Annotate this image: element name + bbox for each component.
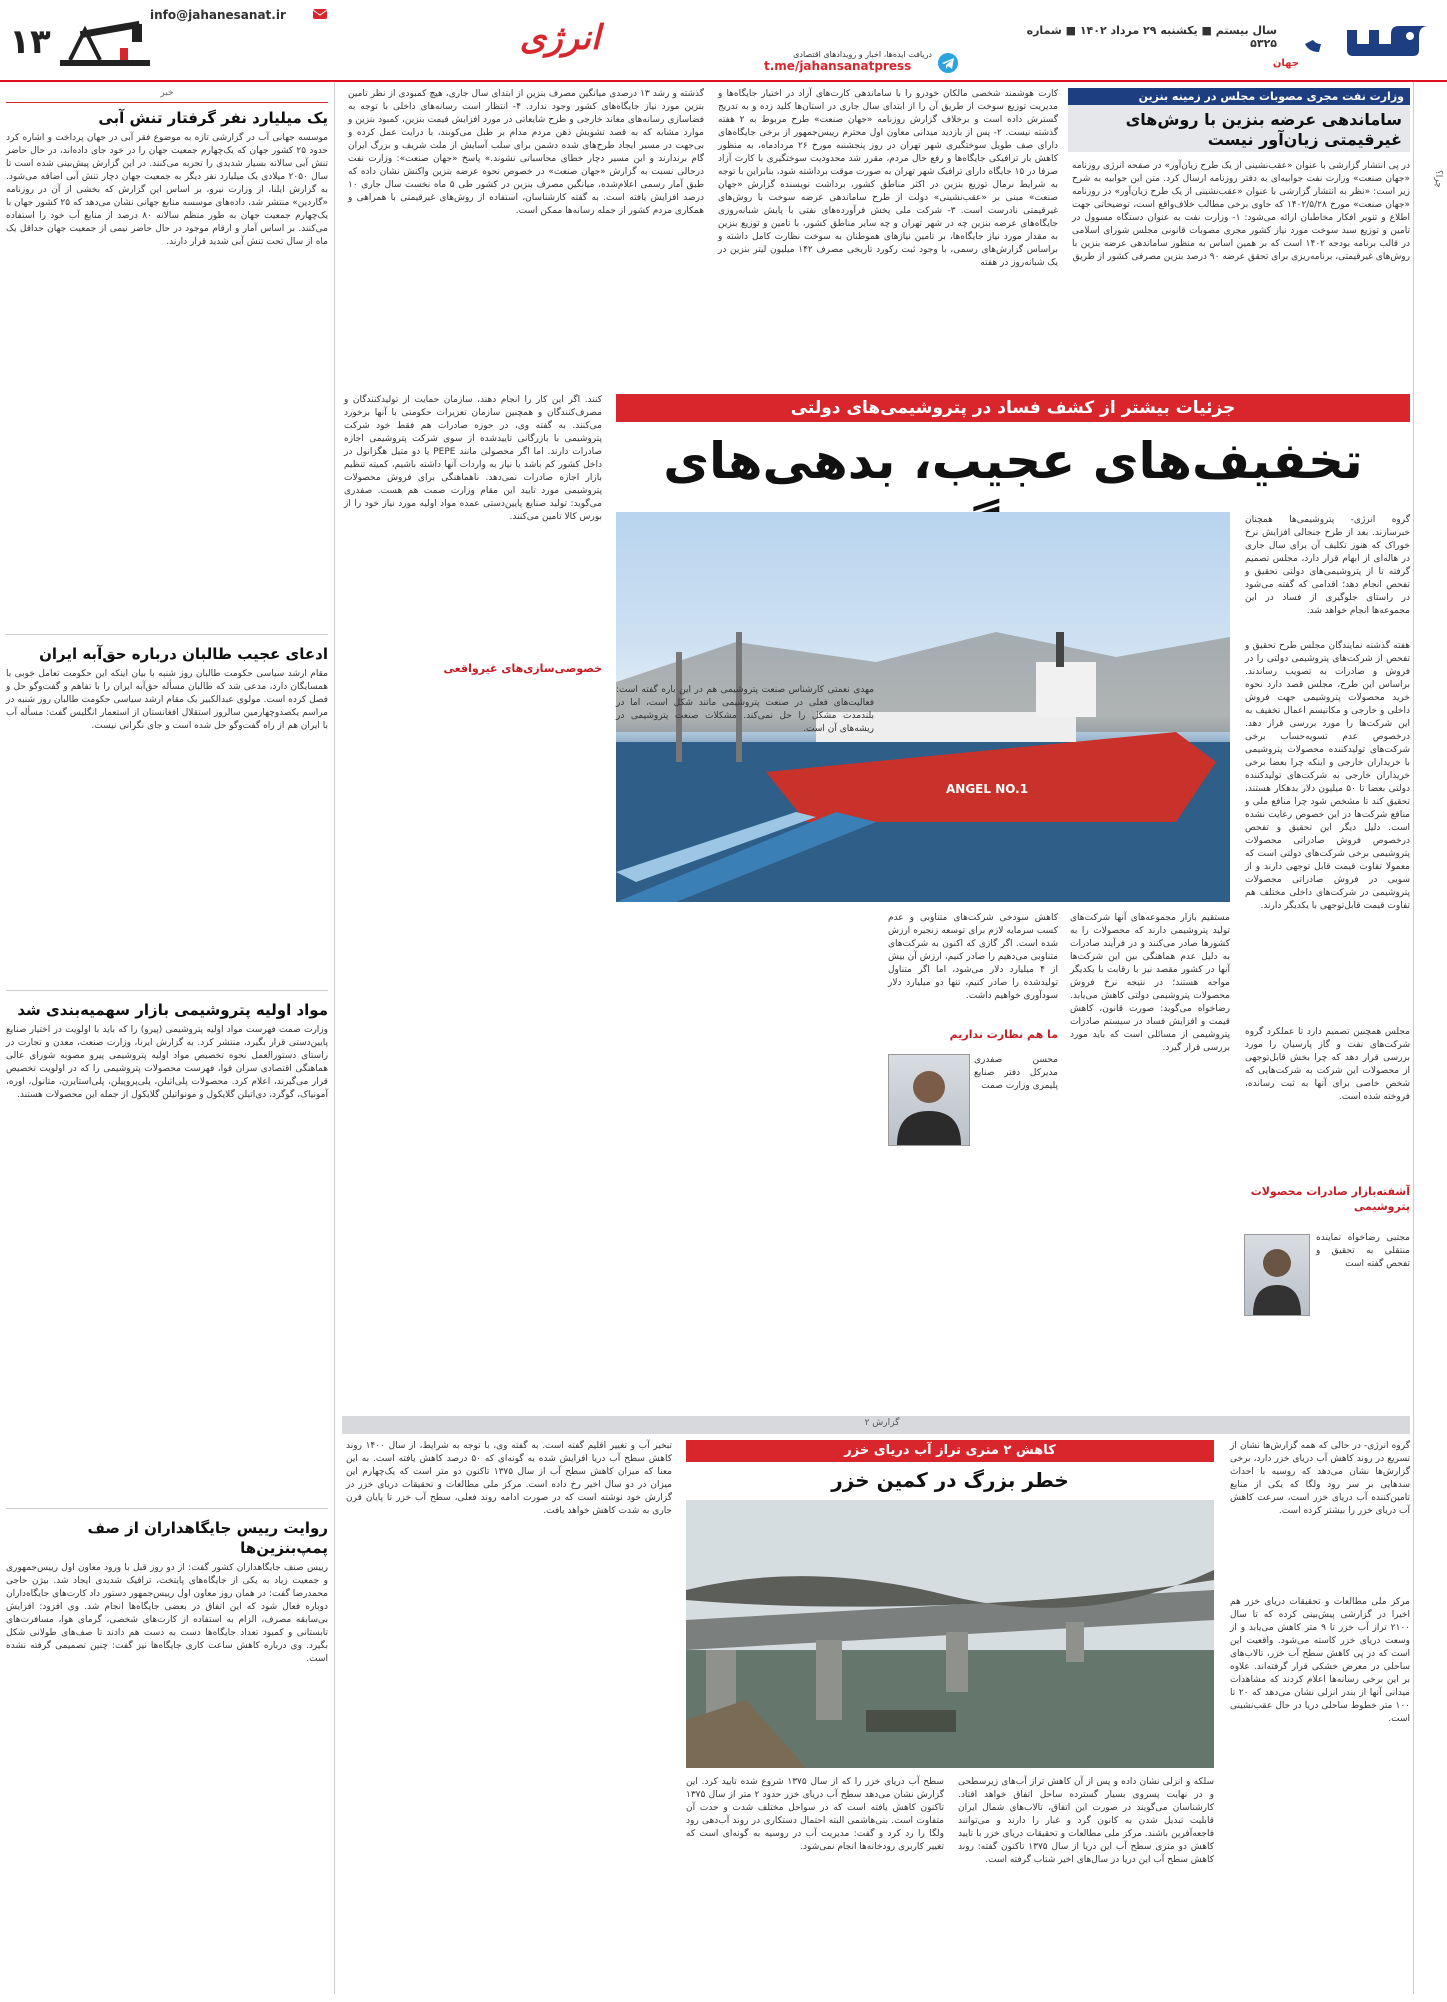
briefs-column bbox=[6, 88, 328, 1994]
expert-photo bbox=[888, 1054, 970, 1146]
lower-story-body-a: مرکز ملی مطالعات و تحقیقات دریای خزر هم اخیرا در گزارشی پیش‌بینی کرده که تا سال ۲۱۰۰ تراز آب خزر تا ۹ متر کاهش می‌یابد و از وسعت دریای خزر کاسته می‌شود. واقعیت این است که در پی کاهش سطح آب خزر، تالاب‌های ساحلی در معرض خشکی قرار گرفته‌اند. علاوه بر این برخی رسانه‌ها اعلام کردند که مشاهدات میدانی آنها از بندر انزلی نشان می‌دهد که ۲۰ تا ۱۰۰ متر خطوط ساحلی دریا در حال عقب‌نشینی است. bbox=[1230, 1597, 1411, 1724]
logo-icon bbox=[1272, 12, 1439, 70]
page-header bbox=[0, 0, 1447, 82]
brief-title: مواد اولیه پتروشیمی بازار سهمیه‌بندی شد bbox=[17, 1001, 328, 1019]
telegram-link[interactable]: t.me/jahansanatpress bbox=[764, 59, 912, 73]
logo-text bbox=[1289, 12, 1290, 13]
top-story-col2: کارت هوشمند شخصی مالکان خودرو را با ساماندهی کارت‌های آزاد در اختیار جایگاه‌ها و مدیریت توزیع سوخت از طریق آن را از ابتدای سال جاری در استان‌ها کلید زده و به تدریج گسترش داده است و برخلاف گزارش روزنامه «جهان صنعت» طرح مربوط به ۲ هفته گذشته نیست. ۲- پس از بازدید میدانی معاون اول محترم رییس‌جمهور از برخی جایگاه‌های دارای صف طویل سوختگیری شهر تهران در روز پنجشنبه مورخ ۲۶ مردادماه، به منظور کاهش بار ترافیکی جایگاه‌ها و رفع حال مردم، مقرر شد محدودیت سوختگیری با کارت آزاد صرفا در ۱۵ جایگاه دارای ترافیک شهر تهران به صورت موقت برداشته شود، بنابراین با توجه به شرایط نرمال توزیع بنزین در اکثر مناطق کشور، برداشت نویسنده گزارش «جهان صنعت» مبنی بر «عقب‌نشینی» دولت از طرح ساماندهی عرضه سوخت با روش‌های غیرقیمتی نادرست است. ۳- شرکت ملی پخش فرآورده‌های نفتی با پایش شبانه‌روزی جایگاه‌های عرضه بنزین چه در شهر تهران و چه سایر مناطق کشور، با تامین و توزیع بنزین به مقدار مورد نیاز جایگاه‌ها، بر تامین نیازهای هموطنان به سوخت نظارت کامل داشته و براساس گزارش‌های رسمی، با وجود ثبت رکورد تاریخی مصرف ۱۴۲ میلیون لیتر بنزین در یک شبانه‌روز در هفته bbox=[718, 89, 1058, 268]
main-story-subheading-1: آشفته‌بازار صادرات محصولات پتروشیمی bbox=[1250, 1185, 1410, 1213]
top-story-headline: ساماندهی عرضه بنزین با روش‌های غیرقیمتی زیان‌آور نیست bbox=[1125, 110, 1402, 149]
brief-title: یک میلیارد نفر گرفتار تنش آبی bbox=[98, 109, 328, 127]
lower-story-photo bbox=[686, 1500, 1214, 1768]
lower-story bbox=[342, 1440, 1410, 1994]
brief-body: مقام ارشد سیاسی حکومت طالبان روز شنبه با بیان اینکه این حکومت تعامل خوبی با همسایگان دارد، مدعی شد که طالبان مسأله حق‌آبه ایران را با تفاهم و گفت‌وگو حل و فصل کرده است. مولوی عبدالکبیر یک مقام ارشد سیاسی حکومت طالبان روز شنبه در مراسم یکصدوچهارمین سالروز استقلال افغانستان از استعمار انگلیس گفت: مسأله آب با ایران هم از راه گفت‌وگو حل شده است و جای نگرانی نیست. bbox=[6, 669, 328, 731]
main-story-lead: گروه انرژی- پتروشیمی‌ها همچنان خبرسازند. بعد از طرح جنجالی افزایش نرخ خوراک که هنوز تکلیف آن برای سال جاری در هاله‌ای از ابهام قرار دارد، مجلس تصمیم گرفته تا از پتروشیمی‌های دولتی تحقیق و تفحص انجام دهد؛ اقدامی که گفته می‌شود در راستای جلوگیری از فساد در این مجموعه‌ها انجام خواهد شد. bbox=[1245, 515, 1410, 616]
svg-text:جهان: جهان bbox=[1272, 58, 1299, 69]
main-story-body-mid: مستقیم بازار مجموعه‌های آنها شرکت‌های تولید پتروشیمی دارند که محصولات را به کشورها صادر می‌کنند و در فرآیند صادرات به دلیل عدم هماهنگی بین این شرکت‌ها آنها در کشور مقصد نیز با رقابت با یکدیگر مواجه هستند؛ در نتیجه نرخ فروش محصولات پتروشیمی دولتی کاهش می‌یابد. رضاخواه می‌گوید: صورت قانون، کاهش قیمت و افزایش فساد در سیستم صادرات پتروشیمی از مسائلی است که باید مورد بررسی قرار گیرد. bbox=[1070, 913, 1230, 1053]
lower-story-body-b: سلکه و انزلی نشان داده و پس از آن کاهش تراز آب‌های زیرسطحی و در نهایت پسروی بسیار گسترده ساحل اتفاق خواهد افتاد. کارشناسان می‌گویند در صورت این اتفاق، تالاب‌های شمال ایران قابلیت تبدیل شدن به کانون گرد و غبار را دارند و می‌توانند فاجعه‌آفرین باشند. مرکز ملی مطالعات و تحقیقات دریای خزر با تایید کاهش دو متری سطح آب این دریا از سال ۱۳۷۵ تاکنون گفته: روند کاهش سطح آب این دریا در سال‌های اخیر شتاب گرفته است. bbox=[958, 1777, 1214, 1865]
main-story-body-right2: مجلس همچنین تصمیم دارد تا عملکرد گروه شرکت‌های نفت و گاز پارسیان را مورد بررسی قرار دهد که چرا بخش قابل‌توجهی از محصولات این شرکت به شرکت‌هایی که شخص خاصی برای آنها به ثبت رسانده، فروخته شده است. bbox=[1245, 1027, 1410, 1102]
expert-label: ما هم نظارت نداریم bbox=[949, 1028, 1058, 1041]
person-icon bbox=[1245, 1235, 1309, 1315]
ship-name: ANGEL NO.1 bbox=[946, 782, 1029, 796]
main-story-body-right: هفته گذشته نمایندگان مجلس طرح تحقیق و تفحص از شرکت‌های پتروشیمی دولتی را در فروش و صادرات به تصویب رساندند. براساس این طرح، مجلس قصد دارد نحوه خرید محصولات پتروشیمی جهت فروش داخلی و خارجی و مکانیسم اعمال تخفیف به این شرکت‌ها را مورد بررسی قرار دهد. درخصوص عدم تسویه‌حساب برخی شرکت‌های تولیدکننده محصولات پتروشیمی با خریداران خارجی و اینکه چرا بعضا برخی خریداران خارجی به شرکت‌های تولیدکننده دولتی بعضا تا ۵۰ میلیون دلار بدهکار هستند، تحقیق کند تا مشخص شود چرا منافع ملی و منافع شرکت‌ها در این خصوص رعایت نشده است. دلیل دیگر این تحقیق و تفحص درخصوص فروش صادراتی محصولات پتروشیمی برخی شرکت‌های دولتی است که معمولا تفاوت قیمت قابل توجهی دارند و از سویی در فروش صادراتی محصولات پتروشیمی در شرکت‌های داخلی مختلف هم تفاوت قیمت قابل‌توجهی با یکدیگر دارند. bbox=[1245, 641, 1410, 911]
contact-email[interactable]: info@jahanesanat.ir bbox=[150, 8, 286, 22]
main-story-headline: تخفیف‌های عجیب، بدهی‌های bbox=[663, 432, 1363, 490]
brief-body: رییس صنف جایگاهداران کشور گفت: از دو روز قبل با ورود معاون اول رییس‌جمهوری و جمعیت زیاد به یکی از جایگاه‌های پایتخت، ترافیک شدیدی ایجاد شد. بیژن حاجی محمدرضا گفت: در همان روز معاون اول رییس‌جمهور دستور داد کارت‌های جایگاه‌داران دوباره فعال شود که این اتفاق در بعضی جایگاه‌ها انجام شد. وی افزود: افزایش بی‌سابقه مصرف، الزام به استفاده از کارت‌های شخصی، گرمای هوا، مسافرت‌های تابستانی و کمبود تعداد جایگاه‌ها دست به دست هم دادند تا صف‌های طولانی شکل بگیرد. وی درباره کاهش ساعت کاری جایگاه‌ها نیز گفت: چنین تصمیمی گرفته نشده است. bbox=[6, 1563, 328, 1664]
person-icon bbox=[889, 1055, 969, 1145]
oil-pump-icon bbox=[60, 20, 150, 70]
section-divider-tag: گزارش ۲ bbox=[864, 1418, 900, 1428]
lower-story-body-c: سطح آب دریای خزر را که از سال ۱۳۷۵ شروع شده تایید کرد. این گزارش نشان می‌دهد سطح آب دریای خزر حدود ۲ متر از سال ۱۳۷۵ تاکنون کاهش یافته است که در سواحل مختلف شدت و حدت آن متفاوت است. بنی‌هاشمی البته احتمال دستکاری در روند آب‌دهی رود ولگا را رد کرد و گفت: مدیریت آب در روسیه به گونه‌ای است که تغییر کاربری رودخانه‌ها انجام نمی‌شود. bbox=[686, 1777, 944, 1852]
main-story bbox=[342, 394, 1410, 1409]
main-story-kicker: جزئیات بیشتر از کشف فساد در پتروشیمی‌های دولتی bbox=[616, 394, 1410, 422]
top-story-col3: گذشته و رشد ۱۳ درصدی میانگین مصرف بنزین از ابتدای سال جاری، هیچ کمبودی از نظر تامین بنزین مورد نیاز جایگاه‌های کشور وجود ندارد. ۴- انتظار است رسانه‌های داخلی با توجه به فضاسازی رسانه‌های معاند خارجی و طرح شایعاتی در مورد افزایش قیمت بنزین، کمبود بنزین و موارد مشابه که به قصد تشویش ذهن مردم مدام بر طبل می‌کوبند، با درایت عمل کرده و بی‌جهت در مسیر ایجاد طرح‌های شده دشمن برای سلب آسایش از ملت شریف و بزرگ ایران گام برندارند و این مسیر دچار خطای محاسباتی نشوند.» پاسخ «جهان صنعت»: وزارت نفت درحالی نسبت به گزارش «جهان صنعت» در خصوص نحوه عرضه بنزین واکنش نشان داده که طبق آمار رسمی اعلام‌شده، میانگین مصرف بنزین در کشور طی ۵ ماه نخست سال جاری ۱۰ درصد افزایش یافته است. به گفته کارشناسان، استفاده از روش‌های غیرقیمتی با همراهی و همکاری مردم کشور از جمله رسانه‌ها ممکن است. bbox=[348, 89, 704, 216]
newspaper-logo bbox=[1272, 12, 1439, 70]
top-story-col1: در پی انتشار گزارشی با عنوان «عقب‌نشینی از یک طرح زیان‌آور» در صفحه انرژی روزنامه «جهان صنعت» وزارت نفت جوابیه‌ای به دفتر روزنامه ارسال کرد. متن این جوابیه به شرح زیر است: «نظر به انتشار گزارشی با عنوان «عقب‌نشینی از یک طرح زیان‌آور» در روزنامه «جهان صنعت» مورخ ۱۴۰۲/۵/۲۸ که حاوی برخی مطالب خلاف‌واقع است، توضیحاتی جهت اطلاع و تنویر افکار مخاطبان ارائه می‌شود: ۱- وزارت نفت به عنوان دستگاه مسوول در تامین و توزیع سبد سوخت مورد نیاز کشور مجری مصوبات قانونی مجلس شورای اسلامی در قالب برنامه بودجه ۱۴۰۲ است که بر همین اساس به منظور ساماندهی عرضه بنزین با روش‌های غیرقیمتی، برنامه‌ریزی برای تحقق عرضه ۹۰ درصد بنزین مصرفی کشور از طریق bbox=[1072, 161, 1411, 262]
telegram-icon bbox=[938, 53, 958, 73]
lower-story-kicker: کاهش ۲ متری تراز آب دریای خزر bbox=[686, 1440, 1214, 1462]
telegram-promo[interactable] bbox=[760, 50, 960, 74]
side-label: چرا؟ bbox=[1433, 170, 1443, 188]
briefs-label: خبر bbox=[6, 88, 328, 103]
bridge-river-image bbox=[686, 1500, 1214, 1768]
brief-body: وزارت صمت فهرست مواد اولیه پتروشیمی (پیرو) را که باید با اولویت در اختیار صنایع پایین‌دستی قرار بگیرد، منتشر کرد. به گزارش ایرنا، وزارت صنعت، معدن و تجارت در راستای دستورالعمل نحوه تخصیص مواد اولیه پتروشیمی پیرو مصوبه شورای عالی هماهنگی اقتصادی سران قوا، فهرست محصولات پتروشیمی را که در اولویت تخصیص قرار می‌گیرند، اعلام کرد. محصولات پلی‌اتیلن، پلی‌پروپیلن، پلی‌استایرن، متانول، اوره، آمونیاک، گوگرد، دی‌اتیلن گلایکول و مونواتیلن گلایکول از جمله این محصولات هستند. bbox=[6, 1025, 328, 1100]
top-story-title-box bbox=[1068, 88, 1410, 152]
brief-item bbox=[6, 644, 328, 984]
lower-story-headline: خطر بزرگ در کمین خزر bbox=[831, 1468, 1069, 1492]
main-story-body-left: کنند. اگر این کار را انجام دهند، سازمان حمایت از تولیدکنندگان و مصرف‌کنندگان و همچنین سازمان تعزیرات حکومتی با آنها برخورد می‌کنند. به گفته وی، در حوزه صادرات هم فقط خود شرکت پتروشیمی با بازرگانی تاییدشده از سوی شرکت پتروشیمی اجازه صادرات دارند. اما اگر محصولی مانند PEPE یا دو متیل هگزانول در داخل کشور کم باشد یا نیاز به واردات آنها داشته باشیم، کمیته تنظیم بازار اجازه صادرات نمی‌دهد. ناهماهنگی برای فروش محصولات پتروشیمی مورد تایید این مقام وزارت صمت هم هست. صفدری می‌گوید: تولید صنایع پایین‌دستی عمده مواد اولیه مورد نیاز خود را از بورس کالا تامین می‌کنند. bbox=[344, 395, 602, 522]
lower-story-body-d: تبخیر آب و تغییر اقلیم گفته است. به گفته وی، با توجه به شرایط، از سال ۱۴۰۰ روند کاهش سطح آب دریا افزایش شده به گونه‌ای که ۵۰ درصد کاهش یافته است. به این معنا که میزان کاهش سطح آب از سال ۱۳۷۵ تاکنون دو متر است که یک‌چهارم این میزان در دو سال اخیر رخ داده است. مرکز ملی مطالعات و تحقیقات دریای خزر در گزارش خود نوشته است که در صورت ادامه روند فعلی، سطح آب خزر تا پایان قرن جاری به شدت کاهش خواهد یافت. bbox=[346, 1441, 672, 1516]
telegram-tagline: دریافت ایده‌ها، اخبار و رویدادهای اقتصادی bbox=[793, 50, 932, 59]
main-story-body-left2: مهدی نعمتی کارشناس صنعت پتروشیمی هم در این باره گفته است: فعالیت‌های فعلی در صنعت پتروشیمی مانند شکل است، اما در بلندمدت مشکل را حل نمی‌کند. مشکلات صنعت پتروشیمی در ریشه‌های آن است. bbox=[616, 685, 874, 734]
brief-title: ادعای عجیب طالبان درباره حق‌آبه ایران bbox=[39, 645, 328, 663]
issue-info: سال بیستم ■ یکشنبه ۲۹ مرداد ۱۴۰۲ ■ شماره ۵۳۲۵ bbox=[1026, 24, 1277, 50]
brief-item bbox=[6, 1518, 328, 1988]
main-story-subheading-2: خصوصی‌سازی‌های غیرواقعی bbox=[443, 662, 602, 675]
email-icon bbox=[312, 6, 328, 22]
expert-caption: محسن صفدری مدیرکل دفتر صنایع پلیمری وزارت صمت bbox=[974, 1055, 1058, 1091]
interviewee-photo-1 bbox=[1244, 1234, 1310, 1316]
section-divider bbox=[342, 1416, 1410, 1434]
top-story bbox=[342, 88, 1410, 386]
lower-story-lead: گروه انرژی- در حالی که همه گزارش‌ها نشان از تسریع در روند کاهش آب دریای خزر دارد، برخی گزارش‌ها نشان می‌دهد که روسیه با احداث سدهایی بر سر رود ولگا که یکی از منابع تامین‌کننده آب دریای خزر است، سرعت کاهش آب دریای خزر را بیشتر کرده است. bbox=[1230, 1441, 1410, 1516]
interviewee-caption-1: مجتبی رضاخواه نماینده منتقلی به تحقیق و تفحص گفته است bbox=[1316, 1233, 1410, 1269]
brief-title: روایت رییس جایگاهداران از صف پمپ‌بنزین‌ها bbox=[87, 1519, 328, 1557]
brief-body: موسسه جهانی آب در گزارشی تازه به موضوع فقر آبی در جهان پرداخت و اشاره کرد حدود ۲۵ کشور جهان که یک‌چهارم جمعیت جهان را در خود جای داده‌اند، در حال حاضر تنش آبی سالانه بسیار شدیدی را تجربه می‌کنند. در این گزارش پیش‌بینی شده است تا سال ۲۰۵۰ میلادی یک میلیارد نفر دیگر به جمعیت جهان دچار تنش آبی اضافه می‌شود. به گزارش ایلنا، از وزارت نیرو، بر اساس این گزارش که بخشی از آن در روزنامه «گاردین» منتشر شد، داده‌های موسسه منابع جهانی نشان می‌دهد که ۲۵ کشور جهان با یک‌چهارم جمعیت جهان به طور منظم سالانه ۸۰ درصد از منابع آب خود را استفاده می‌کنند. بر اساس آمار و ارقام موجود در حال حاضر نیمی از جمعیت جهان حداقل یک ماه از سال تحت تنش آبی شدید قرار دارند. bbox=[6, 133, 329, 247]
brief-item bbox=[6, 108, 328, 628]
top-story-kicker: وزارت نفت مجری مصوبات مجلس در زمینه بنزین bbox=[1068, 88, 1410, 105]
section-title: انرژی bbox=[519, 18, 601, 58]
main-story-body-mid2: کاهش سودخی شرکت‌های متناوبی و عدم کسب سرمایه لازم برای توسعه زنجیره ارزش شده است. اگر گازی که اکنون به شرکت‌های متناوبی می‌دهیم را صادر کنیم، ارزش آن بیش از ۴ میلیارد دلار می‌شود، اما اگر متناول تولیدشده را صادر کنیم، تنها دو میلیارد دلار سودآوری خواهیم داشت. bbox=[888, 913, 1058, 1001]
page-number: ۱۳ bbox=[9, 22, 51, 62]
brief-item bbox=[6, 1000, 328, 1500]
